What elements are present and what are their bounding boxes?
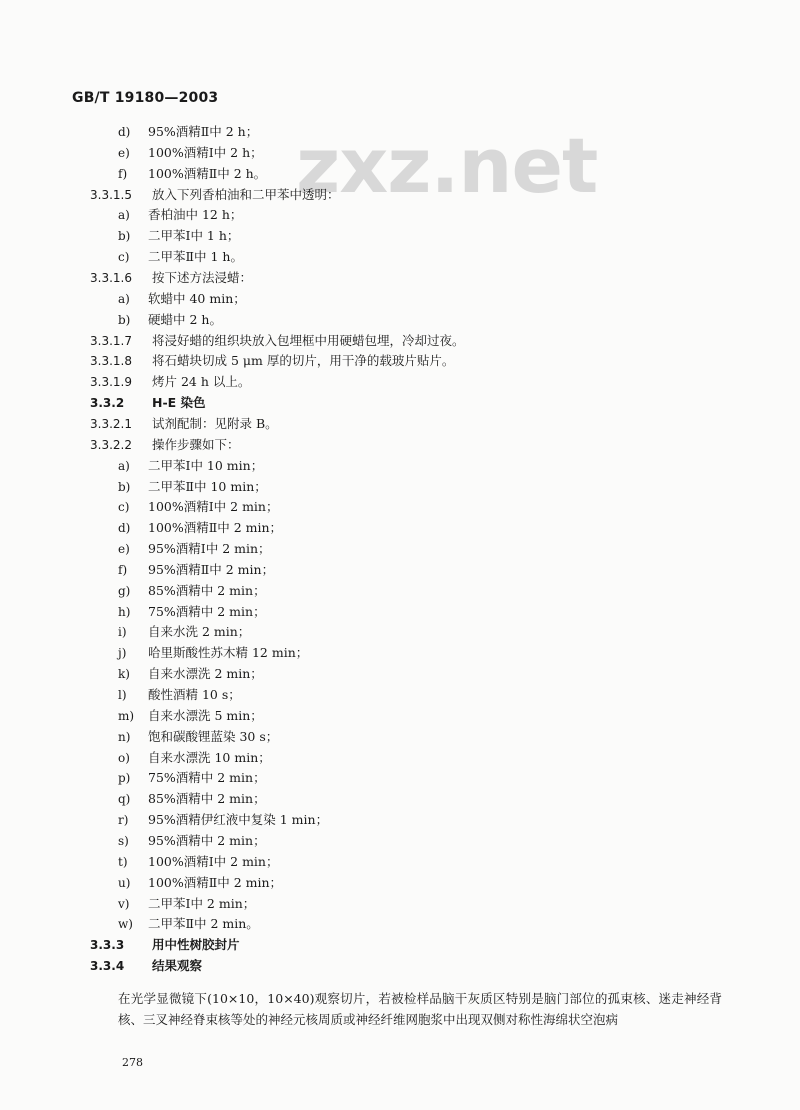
list-item bbox=[118, 207, 242, 223]
item-marker: b) bbox=[118, 229, 131, 244]
list-item bbox=[118, 666, 263, 682]
list-item bbox=[118, 520, 282, 536]
paragraph-text: 在光学显微镜下(10×10，10×40)观察切片，若被检样品脑干灰质区特别是脑门部位的孤束核、迷走神经背核、三叉神经脊束核等处的神经元核周质或神经纤维网胞浆中出现双侧对称性海绵状空泡病 bbox=[118, 991, 722, 1027]
section-line bbox=[90, 187, 340, 203]
item-text: 二甲苯Ⅱ中 2 min。 bbox=[148, 916, 259, 932]
item-marker: l) bbox=[118, 688, 127, 702]
page-number: 278 bbox=[122, 1056, 143, 1069]
section-line bbox=[90, 270, 252, 286]
item-marker: e) bbox=[118, 542, 130, 556]
item-marker: r) bbox=[118, 813, 129, 828]
item-marker: b) bbox=[118, 479, 131, 494]
section-text: 按下述方法浸蜡： bbox=[152, 270, 253, 285]
list-item bbox=[118, 896, 255, 912]
section-line bbox=[90, 353, 454, 369]
item-text: 酸性酒精 10 s； bbox=[148, 687, 241, 702]
item-text: 二甲苯Ⅰ中 10 min； bbox=[148, 457, 264, 473]
item-marker: s) bbox=[118, 833, 129, 848]
section-number: 3.3.4 bbox=[90, 959, 125, 973]
section-text: 结果观察 bbox=[152, 958, 203, 973]
item-text: 饱和碳酸锂蓝染 30 s； bbox=[148, 728, 279, 744]
item-marker: c) bbox=[118, 500, 130, 515]
list-item bbox=[118, 833, 266, 849]
item-text: 自来水漂洗 5 min； bbox=[148, 707, 263, 723]
item-text: 硬蜡中 2 h。 bbox=[148, 311, 222, 327]
item-text: 软蜡中 40 min； bbox=[148, 290, 246, 306]
section-number: 3.3.1.6 bbox=[90, 271, 132, 285]
list-item bbox=[118, 458, 263, 474]
item-text: 哈里斯酸性苏木精 12 min； bbox=[148, 645, 309, 661]
item-text: 二甲苯Ⅱ中 1 h。 bbox=[148, 249, 243, 265]
section-line bbox=[90, 958, 202, 974]
item-text: 100%酒精Ⅰ中 2 min； bbox=[148, 853, 279, 869]
item-text: 100%酒精Ⅰ中 2 h； bbox=[148, 144, 263, 160]
list-item bbox=[118, 499, 278, 515]
item-marker: w) bbox=[118, 917, 133, 932]
item-marker: h) bbox=[118, 604, 131, 619]
section-line bbox=[90, 437, 240, 453]
list-item bbox=[118, 645, 308, 661]
list-item bbox=[118, 583, 266, 599]
item-marker: m) bbox=[118, 708, 135, 723]
list-item bbox=[118, 812, 328, 828]
list-item bbox=[118, 312, 222, 328]
section-line bbox=[90, 937, 240, 953]
section-number: 3.3.1.8 bbox=[90, 354, 132, 369]
item-text: 二甲苯Ⅰ中 1 h； bbox=[148, 228, 240, 244]
list-item bbox=[118, 228, 239, 244]
standard-code: GB/T 19180—2003 bbox=[72, 90, 219, 106]
list-item bbox=[118, 770, 266, 786]
item-marker: t) bbox=[118, 854, 128, 869]
list-item bbox=[118, 249, 243, 265]
result-paragraph bbox=[90, 988, 722, 1030]
item-text: 95%酒精Ⅰ中 2 min； bbox=[148, 541, 271, 556]
list-item bbox=[118, 875, 282, 891]
item-marker: n) bbox=[118, 729, 131, 744]
item-marker: e) bbox=[118, 145, 130, 160]
section-number: 3.3.1.5 bbox=[90, 187, 132, 202]
list-item bbox=[118, 687, 241, 703]
item-text: 二甲苯Ⅰ中 2 min； bbox=[148, 895, 256, 911]
item-text: 自来水漂洗 10 min； bbox=[148, 749, 271, 765]
item-marker: o) bbox=[118, 750, 130, 765]
item-text: 75%酒精中 2 min； bbox=[148, 603, 266, 619]
item-marker: u) bbox=[118, 875, 131, 890]
list-item bbox=[118, 750, 271, 766]
list-item bbox=[118, 624, 250, 640]
item-marker: f) bbox=[118, 166, 128, 181]
list-item bbox=[118, 729, 278, 745]
section-number: 3.3.2.1 bbox=[90, 416, 132, 431]
item-text: 85%酒精中 2 min； bbox=[148, 582, 266, 598]
item-text: 100%酒精Ⅱ中 2 h。 bbox=[148, 165, 267, 181]
section-line bbox=[90, 395, 206, 411]
item-text: 香柏油中 12 h； bbox=[148, 207, 243, 223]
list-item bbox=[118, 791, 266, 807]
item-marker: d) bbox=[118, 125, 131, 139]
section-text: H-E 染色 bbox=[152, 395, 206, 411]
item-text: 100%酒精Ⅰ中 2 min； bbox=[148, 499, 279, 515]
section-number: 3.3.2 bbox=[90, 396, 125, 411]
item-text: 95%酒精Ⅱ中 2 min； bbox=[148, 561, 275, 577]
section-number: 3.3.3 bbox=[90, 938, 125, 953]
item-text: 85%酒精中 2 min； bbox=[148, 791, 266, 807]
list-item bbox=[118, 708, 263, 724]
item-marker: c) bbox=[118, 250, 130, 265]
item-marker: b) bbox=[118, 312, 131, 327]
item-text: 75%酒精中 2 min； bbox=[148, 770, 266, 786]
item-marker: g) bbox=[118, 583, 131, 598]
list-item bbox=[118, 166, 266, 182]
list-item bbox=[118, 916, 259, 932]
item-marker: d) bbox=[118, 521, 131, 536]
item-text: 100%酒精Ⅱ中 2 min； bbox=[148, 520, 283, 536]
item-marker: f) bbox=[118, 562, 128, 577]
list-item bbox=[118, 562, 274, 578]
item-marker: a) bbox=[118, 291, 130, 306]
item-marker: k) bbox=[118, 667, 130, 682]
list-item bbox=[118, 479, 267, 495]
list-item bbox=[118, 124, 258, 140]
section-text: 放入下列香柏油和二甲苯中透明： bbox=[152, 186, 340, 202]
item-marker: v) bbox=[118, 896, 130, 911]
item-marker: a) bbox=[118, 458, 130, 473]
watermark: zxz.net bbox=[296, 121, 598, 210]
section-text: 操作步骤如下： bbox=[152, 436, 240, 452]
section-text: 烤片 24 h 以上。 bbox=[152, 374, 251, 390]
section-number: 3.3.1.7 bbox=[90, 333, 132, 348]
section-line bbox=[90, 416, 278, 432]
item-marker: j) bbox=[118, 646, 127, 661]
list-item bbox=[118, 291, 246, 307]
item-marker: a) bbox=[118, 208, 130, 223]
item-marker: q) bbox=[118, 792, 131, 807]
section-text: 将浸好蜡的组织块放入包埋框中用硬蜡包埋，冷却过夜。 bbox=[152, 332, 465, 348]
list-item bbox=[118, 145, 263, 161]
list-item bbox=[118, 604, 266, 620]
section-text: 试剂配制：见附录 B。 bbox=[152, 415, 278, 431]
section-text: 用中性树胶封片 bbox=[152, 937, 240, 953]
item-text: 95%酒精伊红液中复染 1 min； bbox=[148, 812, 329, 828]
section-line bbox=[90, 333, 465, 349]
section-text: 将石蜡块切成 5 μm 厚的切片，用干净的载玻片贴片。 bbox=[152, 353, 455, 369]
item-marker: p) bbox=[118, 771, 131, 786]
item-text: 95%酒精中 2 min； bbox=[148, 832, 266, 848]
list-item bbox=[118, 854, 278, 870]
item-text: 自来水漂洗 2 min； bbox=[148, 666, 263, 682]
item-text: 二甲苯Ⅱ中 10 min； bbox=[148, 478, 267, 494]
section-line bbox=[90, 374, 250, 390]
section-number: 3.3.2.2 bbox=[90, 437, 132, 452]
section-number: 3.3.1.9 bbox=[90, 375, 132, 390]
item-marker: i) bbox=[118, 625, 127, 640]
item-text: 100%酒精Ⅱ中 2 min； bbox=[148, 874, 283, 890]
item-text: 自来水洗 2 min； bbox=[148, 624, 251, 640]
item-text: 95%酒精Ⅱ中 2 h； bbox=[148, 124, 259, 139]
list-item bbox=[118, 541, 271, 557]
